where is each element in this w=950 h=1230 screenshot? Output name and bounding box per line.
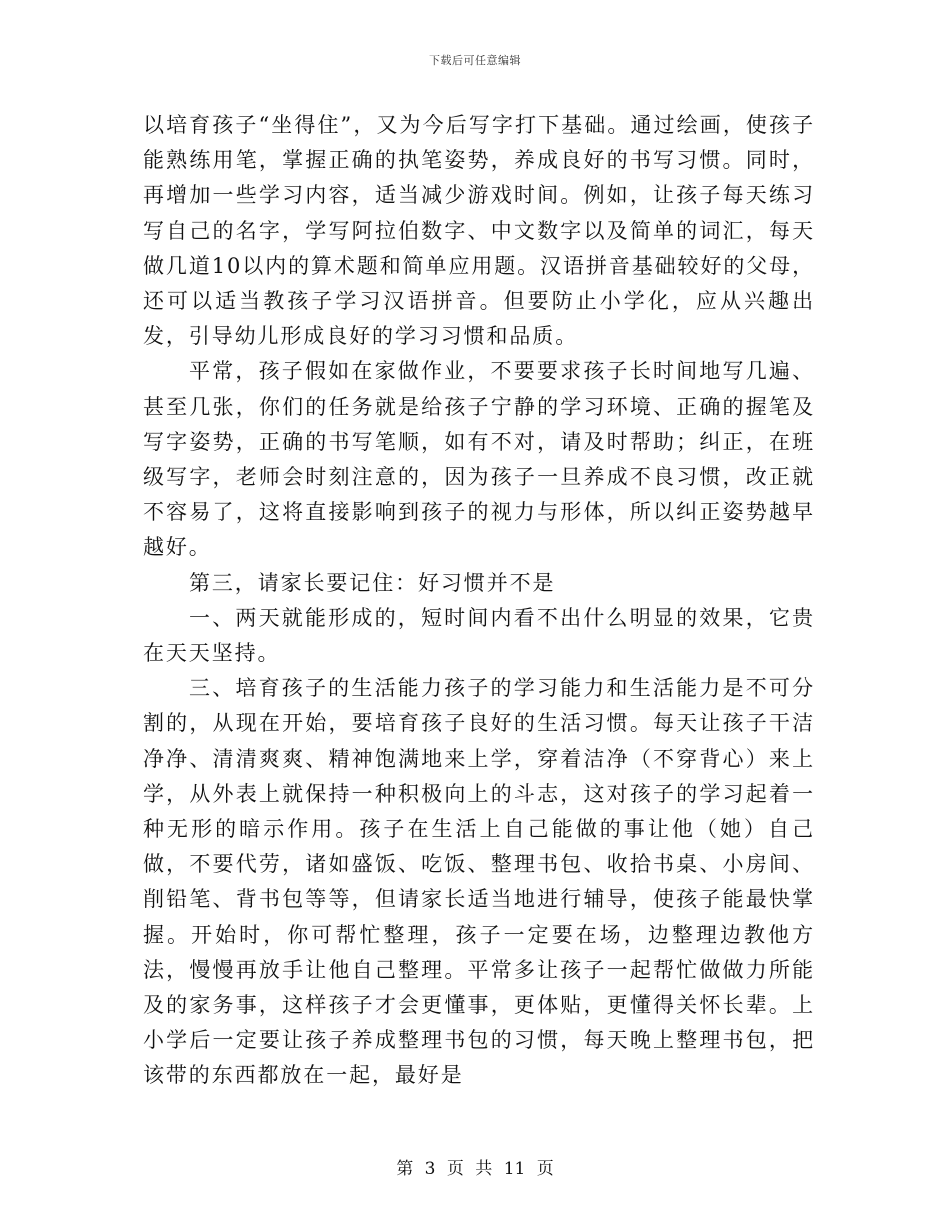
page-number-footer: 第 3 页 共 11 页 <box>396 1159 554 1179</box>
paragraph-life-skills: 三、培育孩子的生活能力孩子的学习能力和生活能力是不可分割的，从现在开始，要培育孩子良好的生活习惯。每天让孩子干洁净净、清清爽爽、精神饱满地来上学，穿着洁净（不穿背心）来上学，从外表上就保持一种积极向上的斗志，这对孩子的学习起着一种无形的暗示作用。孩子在生活上自己能做的事让他（她）自己做，不要代劳，诸如盛饭、吃饭、整理书包、收拾书桌、小房间、削铅笔、背书包等等，但请家长适当地进行辅导，使孩子能最快掌握。开始时，你可帮忙整理，孩子一定要在场，边整理边教他方法，慢慢再放手让他自己整理。平常多让孩子一起帮忙做做力所能及的家务事，这样孩子才会更懂事，更体贴，更懂得关怀长辈。上小学后一定要让孩子养成整理书包的习惯，每天晚上整理书包，把该带的东西都放在一起，最好是 <box>143 676 815 1088</box>
document-body <box>143 108 815 1094</box>
paragraph-third-point: 第三，请家长要记住：好习惯并不是 <box>189 570 556 595</box>
paragraph-continuation: 以培育孩子“坐得住”，又为今后写字打下基础。通过绘画，使孩子能熟练用笔，掌握正确的执笔姿势，养成良好的书写习惯。同时，再增加一些学习内容，适当减少游戏时间。例如，让孩子每天练习写自己的名字，学写阿拉伯数字、中文数字以及简单的词汇，每天做几道10以内的算术题和简单应用题。汉语拼音基础较好的父母，还可以适当教孩子学习汉语拼音。但要防止小学化，应从兴趣出发，引导幼儿形成良好的学习习惯和品质。 <box>143 113 815 349</box>
paragraph-persistence: 一、两天就能形成的，短时间内看不出什么明显的效果，它贵在天天坚持。 <box>143 605 815 666</box>
page-header: 下载后可任意编辑 <box>429 54 521 67</box>
paragraph-writing-posture: 平常，孩子假如在家做作业，不要要求孩子长时间地写几遍、甚至几张，你们的任务就是给孩子宁静的学习环境、正确的握笔及写字姿势，正确的书写笔顺，如有不对，请及时帮助；纠正，在班级写字，老师会时刻注意的，因为孩子一旦养成不良习惯，改正就不容易了，这将直接影响到孩子的视力与形体，所以纠正姿势越早越好。 <box>143 359 815 560</box>
